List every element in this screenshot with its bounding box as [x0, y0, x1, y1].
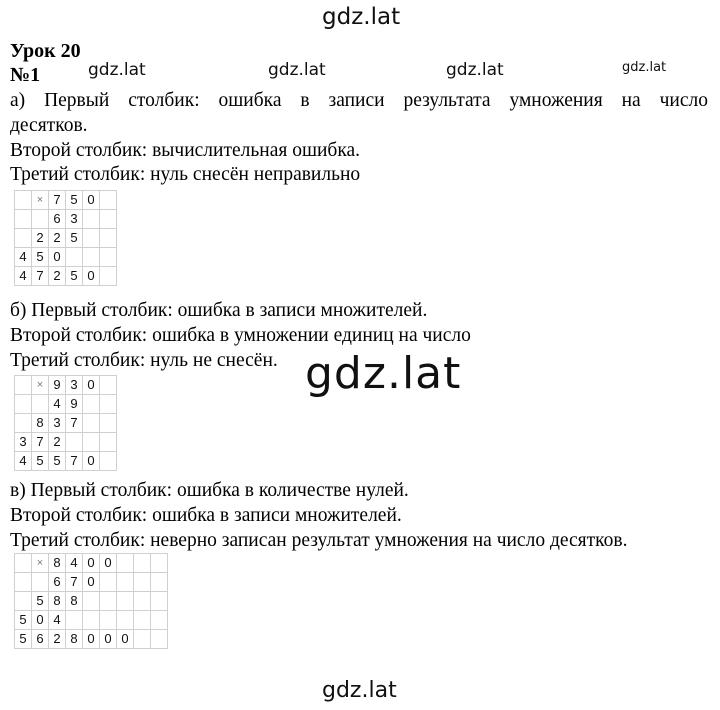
- watermark-small: gdz.lat: [268, 60, 326, 80]
- grid-cell: 8: [49, 592, 66, 611]
- grid-row: [15, 267, 117, 286]
- grid-cell: [134, 592, 151, 611]
- grid-row: [15, 592, 168, 611]
- grid-cell: 3: [49, 414, 66, 433]
- part-b-line-2: Второй столбик: ошибка в умножении единиц на число: [10, 325, 471, 346]
- grid-cell: [100, 229, 117, 248]
- grid-cell: [32, 395, 49, 414]
- grid-cell: 7: [49, 191, 66, 210]
- grid-cell: [100, 210, 117, 229]
- grid-cell: [83, 592, 100, 611]
- grid-row: [15, 630, 168, 649]
- multiply-sign: ×: [32, 191, 49, 210]
- grid-row: [15, 229, 117, 248]
- grid-cell: 5: [49, 452, 66, 471]
- grid-cell: 6: [49, 573, 66, 592]
- grid-cell: [83, 433, 100, 452]
- grid-cell: [100, 452, 117, 471]
- grid-cell: 8: [66, 592, 83, 611]
- grid-cell: 0: [49, 248, 66, 267]
- part-c-line-2: Второй столбик: ошибка в записи множителей.: [10, 505, 402, 526]
- grid-cell: 5: [66, 267, 83, 286]
- grid-cell: 4: [15, 452, 32, 471]
- grid-cell: [117, 573, 134, 592]
- part-b-line-1: б) Первый столбик: ошибка в записи множителей.: [10, 300, 428, 321]
- grid-cell: [15, 414, 32, 433]
- grid-cell: 3: [66, 210, 83, 229]
- grid-cell: 0: [83, 376, 100, 395]
- grid-cell: 0: [117, 630, 134, 649]
- grid-cell: [83, 210, 100, 229]
- grid-cell: [151, 630, 168, 649]
- grid-row: [15, 210, 117, 229]
- multiplication-grid-c: [14, 553, 168, 649]
- grid-row: [15, 452, 117, 471]
- grid-cell: [134, 573, 151, 592]
- grid-cell: 8: [49, 554, 66, 573]
- grid-cell: 3: [66, 376, 83, 395]
- watermark-top: gdz.lat: [322, 4, 401, 30]
- part-a-line-1-cont: десятков.: [10, 115, 88, 136]
- grid-cell: 0: [100, 554, 117, 573]
- grid-cell: 2: [49, 630, 66, 649]
- grid-cell: [83, 414, 100, 433]
- grid-cell: 2: [49, 267, 66, 286]
- grid-cell: [100, 414, 117, 433]
- grid-cell: 8: [32, 414, 49, 433]
- grid-cell: 7: [66, 452, 83, 471]
- grid-cell: 4: [49, 611, 66, 630]
- watermark-small: gdz.lat: [622, 60, 667, 75]
- grid-cell: 0: [83, 191, 100, 210]
- grid-row: [15, 554, 168, 573]
- multiply-sign: ×: [32, 554, 49, 573]
- grid-cell: [15, 573, 32, 592]
- watermark-small: gdz.lat: [446, 60, 504, 80]
- grid-cell: 9: [49, 376, 66, 395]
- grid-cell: [100, 433, 117, 452]
- grid-cell: [151, 592, 168, 611]
- grid-row: [15, 414, 117, 433]
- part-c-line-1: в) Первый столбик: ошибка в количестве нулей.: [10, 480, 409, 501]
- grid-cell: 0: [83, 630, 100, 649]
- grid-cell: [83, 248, 100, 267]
- grid-cell: [15, 229, 32, 248]
- part-a-line-1: а) Первый столбик: ошибка в записи результата умножения на число: [10, 90, 708, 111]
- lesson-title: Урок 20: [10, 40, 81, 62]
- grid-cell: 7: [32, 267, 49, 286]
- grid-row: [15, 573, 168, 592]
- grid-cell: [66, 611, 83, 630]
- grid-cell: [134, 554, 151, 573]
- grid-cell: [100, 376, 117, 395]
- grid-cell: [15, 191, 32, 210]
- watermark-bottom: gdz.lat: [322, 678, 397, 703]
- part-c-line-3: Третий столбик: неверно записан результат умножения на число десятков.: [10, 530, 628, 551]
- grid-cell: [66, 433, 83, 452]
- grid-row: [15, 191, 117, 210]
- grid-cell: [100, 395, 117, 414]
- grid-cell: [66, 248, 83, 267]
- grid-cell: [100, 573, 117, 592]
- grid-cell: 2: [49, 433, 66, 452]
- grid-cell: [15, 592, 32, 611]
- part-a-line-3: Третий столбик: нуль снесён неправильно: [10, 164, 361, 185]
- grid-cell: 7: [66, 573, 83, 592]
- grid-cell: 4: [66, 554, 83, 573]
- grid-row: [15, 395, 117, 414]
- grid-cell: 5: [32, 248, 49, 267]
- grid-row: [15, 611, 168, 630]
- grid-cell: [100, 267, 117, 286]
- grid-cell: 4: [15, 267, 32, 286]
- multiplication-grid-a: [14, 190, 117, 286]
- grid-cell: [117, 611, 134, 630]
- grid-cell: 0: [83, 554, 100, 573]
- grid-cell: [100, 248, 117, 267]
- grid-cell: 5: [15, 611, 32, 630]
- grid-cell: [100, 611, 117, 630]
- grid-row: [15, 248, 117, 267]
- grid-cell: [151, 573, 168, 592]
- grid-cell: 5: [32, 452, 49, 471]
- grid-cell: [32, 573, 49, 592]
- grid-cell: 0: [100, 630, 117, 649]
- watermark-large: gdz.lat: [305, 348, 462, 399]
- grid-cell: [100, 191, 117, 210]
- grid-cell: 7: [66, 414, 83, 433]
- part-a-line-2: Второй столбик: вычислительная ошибка.: [10, 140, 361, 161]
- grid-cell: [83, 229, 100, 248]
- grid-cell: [15, 554, 32, 573]
- grid-cell: 2: [32, 229, 49, 248]
- grid-cell: 4: [15, 248, 32, 267]
- grid-cell: 0: [83, 267, 100, 286]
- grid-cell: 0: [83, 452, 100, 471]
- grid-cell: 2: [49, 229, 66, 248]
- grid-cell: 6: [49, 210, 66, 229]
- grid-cell: [134, 611, 151, 630]
- grid-cell: 3: [15, 433, 32, 452]
- grid-cell: 7: [32, 433, 49, 452]
- grid-cell: [117, 592, 134, 611]
- grid-cell: 5: [66, 229, 83, 248]
- grid-cell: [100, 592, 117, 611]
- multiply-sign: ×: [32, 376, 49, 395]
- grid-cell: [151, 554, 168, 573]
- grid-cell: [15, 395, 32, 414]
- grid-cell: 8: [66, 630, 83, 649]
- grid-cell: 0: [83, 573, 100, 592]
- grid-cell: 9: [66, 395, 83, 414]
- grid-cell: [32, 210, 49, 229]
- grid-cell: [151, 611, 168, 630]
- grid-row: [15, 376, 117, 395]
- grid-cell: [134, 630, 151, 649]
- grid-cell: [15, 210, 32, 229]
- grid-cell: 5: [66, 191, 83, 210]
- grid-cell: 4: [49, 395, 66, 414]
- grid-cell: 6: [32, 630, 49, 649]
- multiplication-grid-b: [14, 375, 117, 471]
- watermark-small: gdz.lat: [88, 60, 146, 80]
- grid-cell: [83, 611, 100, 630]
- grid-cell: 0: [32, 611, 49, 630]
- grid-cell: 5: [32, 592, 49, 611]
- grid-cell: [83, 395, 100, 414]
- grid-cell: 5: [15, 630, 32, 649]
- grid-row: [15, 433, 117, 452]
- task-number: №1: [10, 64, 41, 86]
- part-b-line-3: Третий столбик: нуль не снесён.: [10, 350, 278, 371]
- grid-cell: [15, 376, 32, 395]
- grid-cell: [117, 554, 134, 573]
